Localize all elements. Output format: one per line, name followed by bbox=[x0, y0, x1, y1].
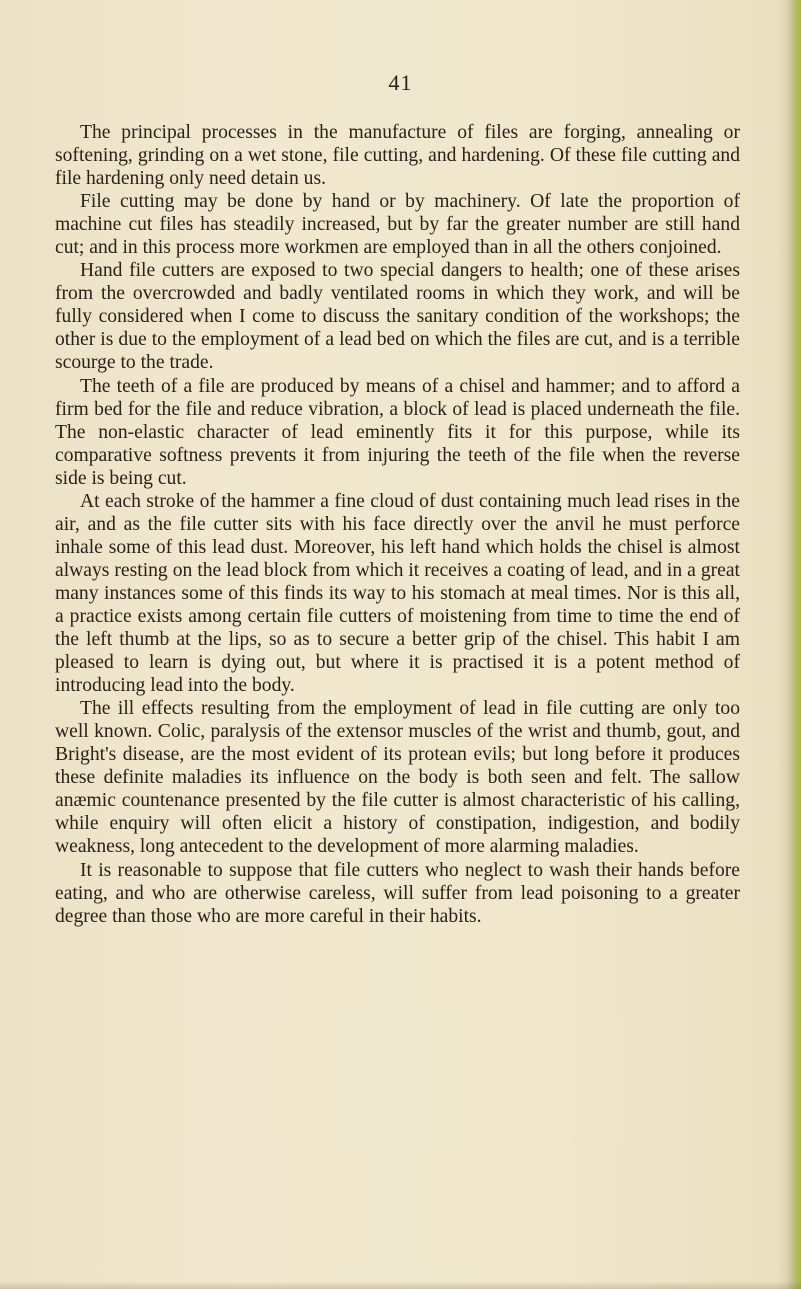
paragraph-dangers: Hand file cutters are exposed to two special dangers to health; one of these arises from the overcrowded and badly ventilated rooms in which they work, and will be fully considered when I come to discuss the sanitary condition of the workshops; the other is due to the employment of a lead bed on which the files are cut, and is a terrible scourge to the trade. bbox=[55, 260, 740, 374]
paragraph-teeth: The teeth of a file are produced by means of a chisel and hammer; and to afford a firm bed for the file and reduce vibration, a block of lead is placed underneath the file. The non-elastic character of lead eminently fits it for this purpose, while its comparative softness prevents it from injuring the teeth of the file when the reverse side is being cut. bbox=[55, 375, 740, 489]
page-bottom-edge bbox=[0, 1281, 801, 1289]
paragraph-ill-effects: The ill effects resulting from the employment of lead in file cutting are only too well known. Colic, paralysis of the extensor muscles of the wrist and thumb, gout, and Bright's disease, are the most evident of its protean evils; but long before it produces these definite maladies its influence on the body is both seen and felt. The sallow anæmic countenance presented by the file cutter is almost characteristic of his calling, while enquiry will often elicit a history of constipation, indigestion, and bodily weakness, long antecedent to the development of more alarming maladies. bbox=[55, 698, 740, 858]
page-edge-shadow bbox=[777, 0, 801, 1289]
paragraph-reasonable: It is reasonable to suppose that file cutters who neglect to wash their hands before eating, and who are otherwise careless, will suffer from lead poisoning to a greater degree than those who are more careful in their habits. bbox=[55, 859, 740, 927]
body-text bbox=[55, 121, 740, 928]
page-number: 41 bbox=[388, 70, 413, 95]
paragraph-hammer-stroke: At each stroke of the hammer a fine cloud of dust containing much lead rises in the air, and as the file cutter sits with his face directly over the anvil he must perforce inhale some of this lead dust. Moreover, his left hand which holds the chisel is almost always resting on the lead block from which it receives a coating of lead, and in a great many instances some of this finds its way to his stomach at meal times. Nor is this all, a practice exists among certain file cutters of moistening from time to time the end of the left thumb at the lips, so as to secure a better grip of the chisel. This habit I am pleased to learn is dying out, but where it is practised it is a potent method of introducing lead into the body. bbox=[55, 490, 740, 697]
paragraph-file-cutting: File cutting may be done by hand or by machinery. Of late the proportion of machine cut files has steadily increased, but by far the greater number are still hand cut; and in this process more workmen are employed than in all the others conjoined. bbox=[55, 191, 740, 259]
paragraph-processes: The principal processes in the manufacture of files are forging, annealing or softening, grinding on a wet stone, file cutting, and hardening. Of these file cutting and file hardening only need detain us. bbox=[55, 122, 740, 190]
